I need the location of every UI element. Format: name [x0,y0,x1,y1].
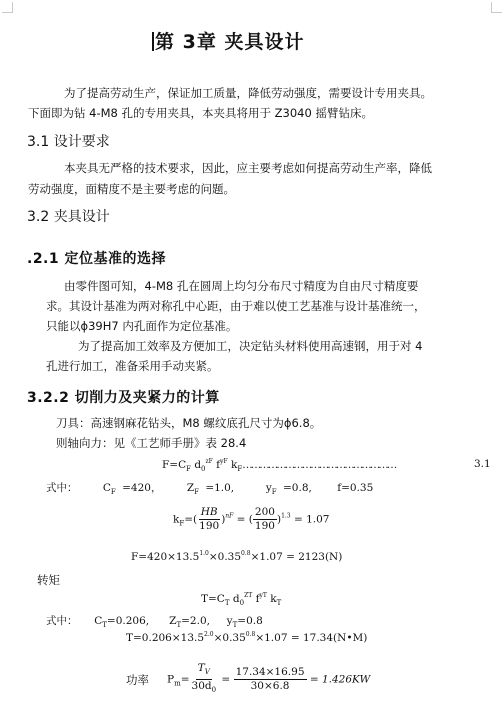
section-3-2-1-para1-line-1: 由零件图可知，4-M8 孔在圆周上均匀分布尺寸精度为自由尺寸精度要 [64,279,419,293]
tool-line: 刀具：高速钢麻花钻头，M8 螺纹底孔尺寸为ϕ6.8。 [56,416,322,430]
formula-3-1: $F=C_F$ $d_0^{zF}$ $f^{yF}$ $k_F\dots\dots\dots\dots\dots\dots\dots\dots\dots\dots\dots\dots\dots\dots\dots\dots\dots\dots$ [162,458,396,473]
params-line-2: 式中： $C_T=0.206$, $Z_T=2.0$, $y_T=0.8$ [46,615,263,629]
power-formula: $P_m=$ $\frac{T_V}{30d_0}$ = $\frac{17.34\times 16.95}{30\times 6.8}$ = 1.426KW [167,662,371,694]
section-heading-3-2-2: 3.2.2 切削力及夹紧力的计算 [27,390,220,406]
torque-result: $T=0.206\times 13.5^{2.0}\times 0.35^{0.8}\times 1.07$ = 17.34(N•M) [126,631,368,644]
chapter-title [152,27,304,54]
section-3-2-1-para2-line-1: 为了提高加工效率及方便加工，决定钻头材料使用高速钢，用于对 4 [78,339,423,353]
params-line-1: 式中： $C_F =420$， $Z_F =1.0$, $y_F =0.8$, f=0.35 [46,482,374,496]
section-heading-3-2: 3.2 夹具设计 [27,209,110,225]
power-label: 功率 [126,673,149,687]
section-3-1-line-2: 劳动强度，面精度不是主要考虑的问题。 [28,182,235,196]
page-corner-mark [491,2,502,13]
chapter-title-text: 第 3章 夹具设计 [155,31,305,53]
equation-number: 3.1 [474,458,491,470]
force-result: $F=420\times 13.5^{1.0}\times 0.35^{0.8}\times 1.07 = 2123(N)$ [131,550,343,563]
intro-line-1: 为了提高劳动生产，保证加工质量，降低劳动强度，需要设计专用夹具。 [64,86,432,100]
axial-force-line: 则轴向力：见《工艺师手册》表 28.4 [56,436,247,450]
torque-label: 转矩 [37,573,60,587]
page-corner-mark [2,2,13,13]
section-3-2-1-para2-line-2: 孔进行加工，准备采用手动夹紧。 [46,359,219,373]
text-cursor [152,32,154,51]
kf-formula: $k_F=$( $\frac{HB}{190}$ )$^{nF}$ = ( $\frac{200}{190}$ )$^{1.3}$ = 1.07 [173,506,330,532]
section-3-2-1-para1-line-2: 求。其设计基准为两对称孔中心距，由于难以使工艺基准与设计基准统一， [46,299,426,313]
section-heading-3-2-1: .2.1 定位基准的选择 [27,251,166,267]
torque-formula: $T=C_T$ $d_0^{ZT}$ $f^{yT}$ $k_T$ [201,592,282,607]
intro-line-2: 下面即为钻 4-M8 孔的专用夹具，本夹具将用于 Z3040 摇臂钻床。 [28,106,373,120]
section-3-1-line-1: 本夹具无严格的技术要求，因此，应主要考虑如何提高劳动生产率，降低 [64,161,432,175]
section-heading-3-1: 3.1 设计要求 [27,134,110,150]
section-3-2-1-para1-line-3: 只能以ϕ39H7 内孔面作为定位基准。 [46,319,238,333]
